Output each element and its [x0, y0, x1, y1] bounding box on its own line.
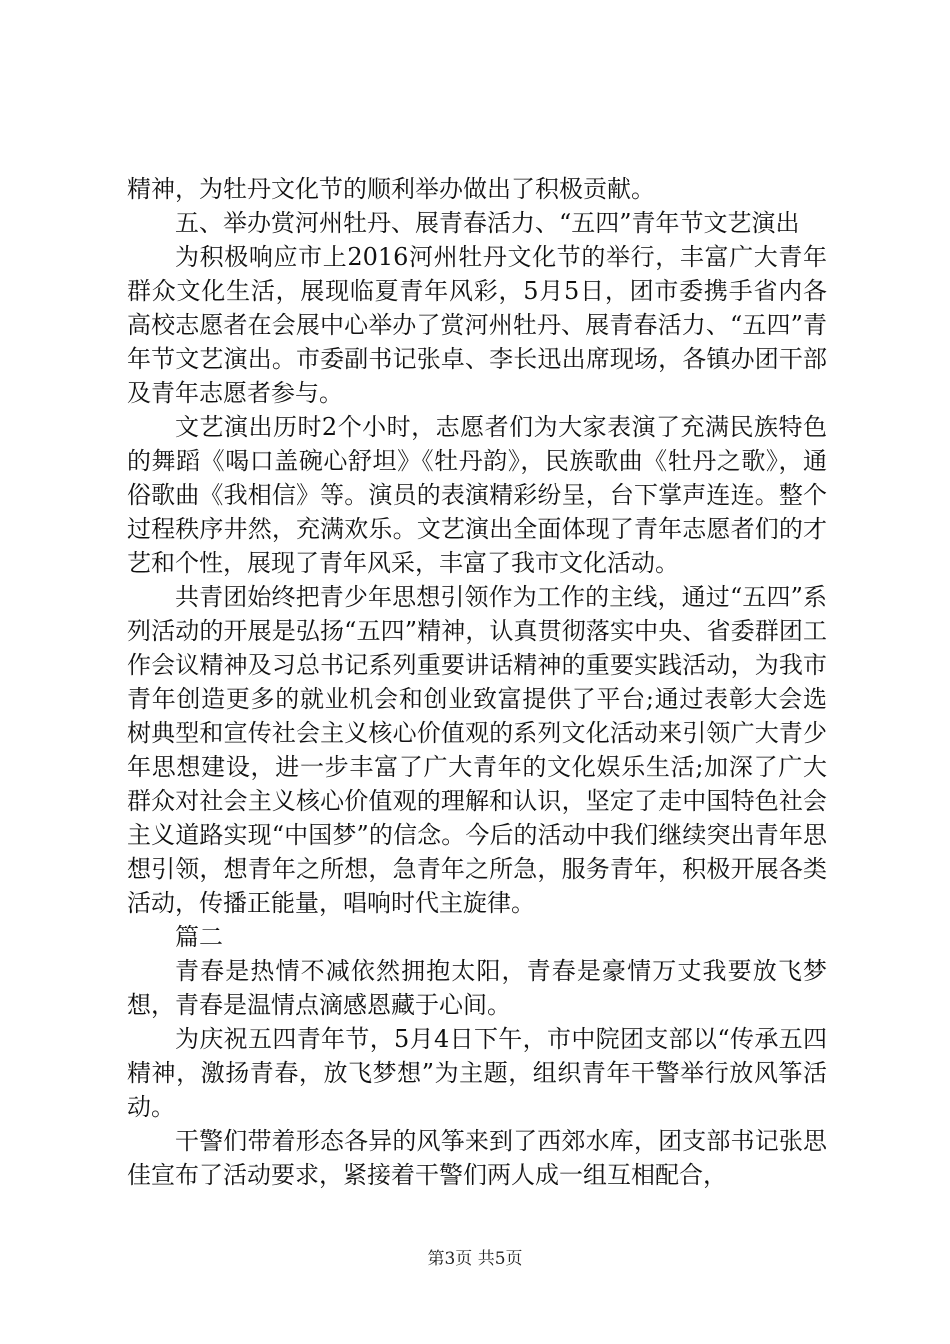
paragraph: 为积极响应市上2016河州牡丹文化节的举行，丰富广大青年群众文化生活，展现临夏青年风彩，5月5日，团市委携手省内各高校志愿者在会展中心举办了赏河州牡丹、展青春活力、“五四”青年节文艺演出。市委副书记张卓、李长迅出席现场，各镇办团干部及青年志愿者参与。: [127, 243, 827, 407]
paragraph: 共青团始终把青少年思想引领作为工作的主线，通过“五四”系列活动的开展是弘扬“五四”精神，认真贯彻落实中央、省委群团工作会议精神及习总书记系列重要讲话精神的重要实践活动，为我市青年创造更多的就业机会和创业致富提供了平台;通过表彰大会选树典型和宣传社会主义核心价值观的系列文化活动来引领广大青少年思想建设，进一步丰富了广大青年的文化娱乐生活;加深了广大群众对社会主义核心价值观的理解和认识，坚定了走中国特色社会主义道路实现“中国梦”的信念。今后的活动中我们继续突出青年思想引领，想青年之所想，急青年之所急，服务青年，积极开展各类活动，传播正能量，唱响时代主旋律。: [127, 583, 827, 917]
paragraph: 干警们带着形态各异的风筝来到了西郊水库，团支部书记张思佳宣布了活动要求，紧接着干警们两人成一组互相配合，: [127, 1127, 827, 1189]
paragraph: 精神，为牡丹文化节的顺利举办做出了积极贡献。: [127, 175, 655, 203]
document-body: [127, 172, 827, 1192]
paragraph: 为庆祝五四青年节，5月4日下午，市中院团支部以“传承五四精神，激扬青春，放飞梦想”为主题，组织青年干警举行放风筝活动。: [127, 1025, 827, 1121]
page-number-footer: 第3页 共5页: [427, 1249, 523, 1269]
section-heading: 篇二: [175, 923, 223, 951]
paragraph: 文艺演出历时2个小时，志愿者们为大家表演了充满民族特色的舞蹈《喝口盖碗心舒坦》《牡丹韵》，民族歌曲《牡丹之歌》，通俗歌曲《我相信》等。演员的表演精彩纷呈，台下掌声连连。整个过程秩序井然，充满欢乐。文艺演出全面体现了青年志愿者们的才艺和个性，展现了青年风采，丰富了我市文化活动。: [127, 413, 827, 577]
section-heading: 五、举办赏河州牡丹、展青春活力、“五四”青年节文艺演出: [175, 209, 800, 237]
paragraph: 青春是热情不减依然拥抱太阳，青春是豪情万丈我要放飞梦想，青春是温情点滴感恩藏于心间。: [127, 957, 827, 1019]
